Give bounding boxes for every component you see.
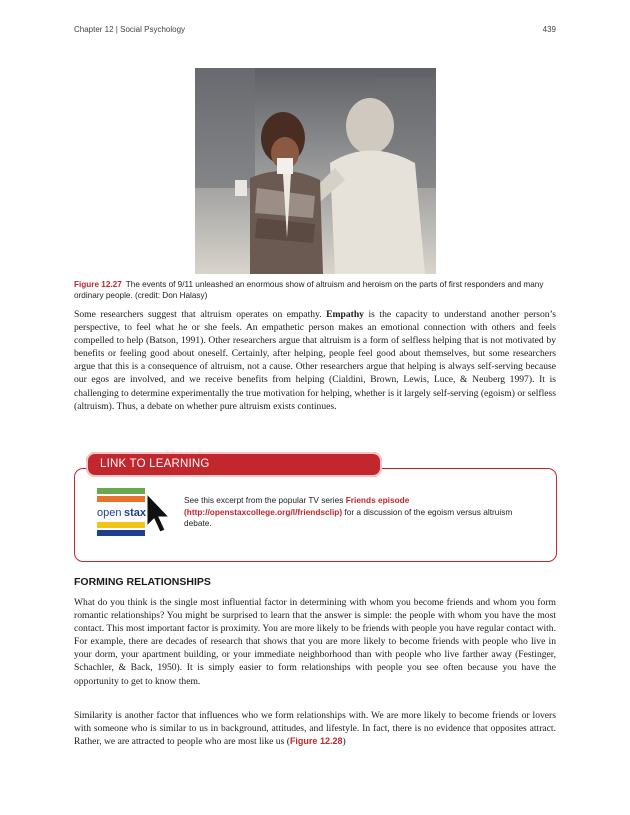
running-header-chapter: Chapter 12 | Social Psychology xyxy=(74,25,186,34)
logo-wordmark-stax: stax xyxy=(124,507,147,519)
link-text-intro: See this excerpt from the popular TV series xyxy=(184,495,346,505)
paragraph-empathy-intro: Some researchers suggest that altruism operates on empathy. xyxy=(74,309,327,320)
figure-label: Figure 12.27 xyxy=(74,280,122,289)
link-to-learning-tab xyxy=(86,452,382,477)
key-term-empathy: Empathy xyxy=(326,309,364,320)
paragraph-similarity-text: Similarity is another factor that influences who we form relationships with. We are more likely to become friends or lovers with someone who is similar to us in background, attitudes, and lifestyle. In fact, there is no evidence that opposites attract. Rather, we are attracted to people who are most like us ( xyxy=(74,710,556,748)
link-to-learning-text xyxy=(184,495,524,530)
figure-photo xyxy=(195,68,436,274)
paragraph-empathy-body: is the capacity to understand another person’s perspective, to feel what he or she feels. An empathetic person makes an emotional connection with others and feels compelled to help (Batson, 1991). Other researchers argue that altruism is a form of selfless helping that is not motivated by benefits or feeling good about oneself. Certainly, after helping, people feel good about themselves, but some researchers argue that this is a consequence of altruism, not a cause. Other researchers argue that helping is always self-serving because our egos are involved, and we receive benefits from helping (Cialdini, Brown, Lewis, Luce, & Neuberg 1997). It is challenging to determine experimentally the true motivation for helping, whether is it largely self-serving (egoism) or selfless (altruism). Thus, a debate on whether pure altruism exists continues. xyxy=(74,309,556,412)
paragraph-similarity-close: ) xyxy=(342,736,346,748)
paragraph-similarity xyxy=(74,709,556,748)
figure-caption xyxy=(74,279,554,301)
friends-clip-url-link[interactable]: (http://openstaxcollege.org/l/friendsclip) xyxy=(184,506,343,517)
openstax-cursor-icon xyxy=(97,488,185,543)
link-to-learning-title: LINK TO LEARNING xyxy=(100,458,210,470)
paragraph-proximity: What do you think is the single most influential factor in determining with whom you become friends and whom you form romantic relationships? You might be surprised to learn that the answer is simple: the people with whom you have the most contact. This most important factor is proximity. You are more likely to be friends with people you have regular contact with. For example, there are decades of research that shows that you are more likely to become friends with people who live in your dorm, your apartment building, or your immediate neighborhood than with people who live farther away (Festinger, Schachler, & Back, 1950). It is simply easier to form relationships with people you see often because you have the opportunity to get to know them. xyxy=(74,597,556,687)
section-heading: FORMING RELATIONSHIPS xyxy=(74,576,211,588)
openstax-logo xyxy=(97,488,185,543)
friends-episode-link[interactable]: Friends episode xyxy=(345,495,410,505)
logo-wordmark-open: open xyxy=(97,507,122,519)
page-number: 439 xyxy=(542,25,556,34)
figure-caption-text: The events of 9/11 unleashed an enormous show of altruism and heroism on the parts of first responders and many ordinary people. (credit: Don Halasy) xyxy=(74,280,544,300)
figure-12-28-link[interactable]: Figure 12.28 xyxy=(289,736,343,747)
photo-illustration xyxy=(195,68,436,274)
link-text-outro: for a discussion of the egoism versus altruism debate. xyxy=(184,506,513,528)
paragraph-empathy xyxy=(74,308,556,413)
